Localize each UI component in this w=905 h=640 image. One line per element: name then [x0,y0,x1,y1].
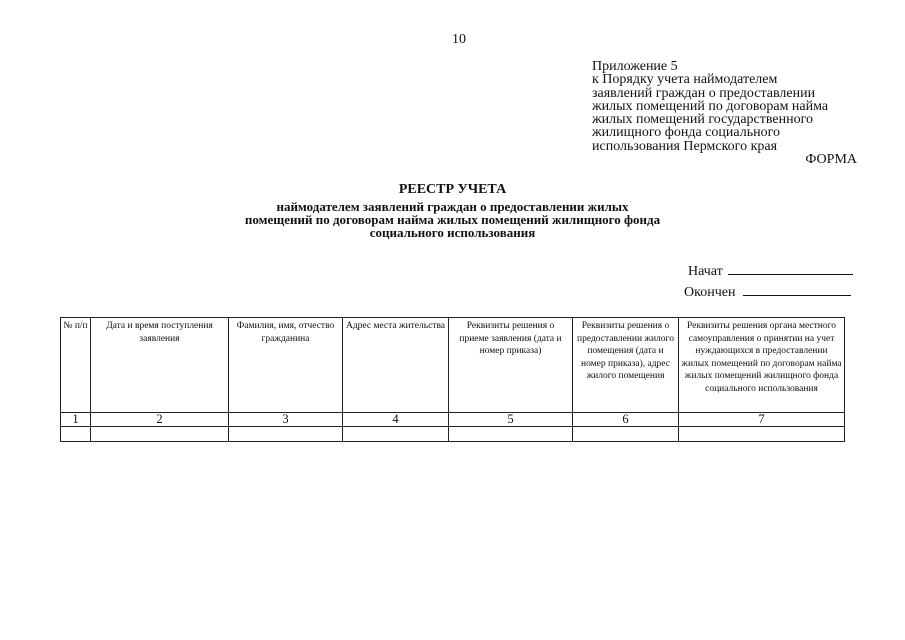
empty-cell [91,427,229,442]
empty-cell [229,427,343,442]
column-number: 3 [229,413,343,427]
column-header: № п/п [61,318,91,413]
column-number: 4 [343,413,449,427]
registry-table [60,317,845,442]
appendix-block [592,60,892,153]
empty-cell [573,427,679,442]
appendix-line: к Порядку учета наймодателем [592,72,778,88]
started-blank-line [728,262,853,275]
column-header: Адрес места жительства [343,318,449,413]
column-number: 7 [679,413,845,427]
empty-cell [679,427,845,442]
column-header: Дата и время поступления заявления [91,318,229,413]
column-header: Реквизиты решения органа местного самоуправления о принятии на учет нуждающихся в предоставлении жилых помещений по договорам найма жилых помещений жилищного фонда социального использования [679,318,845,413]
document-title: РЕЕСТР УЧЕТА [398,182,507,197]
column-number: 5 [449,413,573,427]
finished-field [684,283,851,301]
column-number: 1 [61,413,91,427]
form-label: ФОРМА [805,152,857,167]
finished-label: Окончен [684,285,736,300]
appendix-line: Приложение 5 [592,59,678,74]
column-number: 6 [573,413,679,427]
subtitle-line: наймодателем заявлений граждан о предоставлении жилых [276,199,629,214]
appendix-line: заявлений граждан о предоставлении [592,85,816,101]
started-label: Начат [688,264,723,279]
appendix-line: жилищного фонда социального [592,125,781,141]
column-header: Реквизиты решения о приеме заявления (дата и номер приказа) [449,318,573,413]
column-number-row [61,413,845,427]
subtitle-line: помещений по договорам найма жилых помещений жилищного фонда [244,212,661,227]
empty-cell [61,427,91,442]
column-header: Фамилия, имя, отчество гражданина [229,318,343,413]
document-subtitle [0,200,905,239]
table-row [61,427,845,442]
empty-cell [449,427,573,442]
page-number: 10 [452,32,466,47]
empty-cell [343,427,449,442]
finished-blank-line [743,283,851,296]
subtitle-line: социального использования [369,225,536,240]
appendix-line: жилых помещений государственного [592,112,814,128]
column-number: 2 [91,413,229,427]
started-field [688,262,853,280]
table-header-row [61,318,845,413]
appendix-line: жилых помещений по договорам найма [592,98,829,114]
column-header: Реквизиты решения о предоставлении жилого помещения (дата и номер приказа), адрес жилого помещения [573,318,679,413]
appendix-line: использования Пермского края [592,138,778,154]
